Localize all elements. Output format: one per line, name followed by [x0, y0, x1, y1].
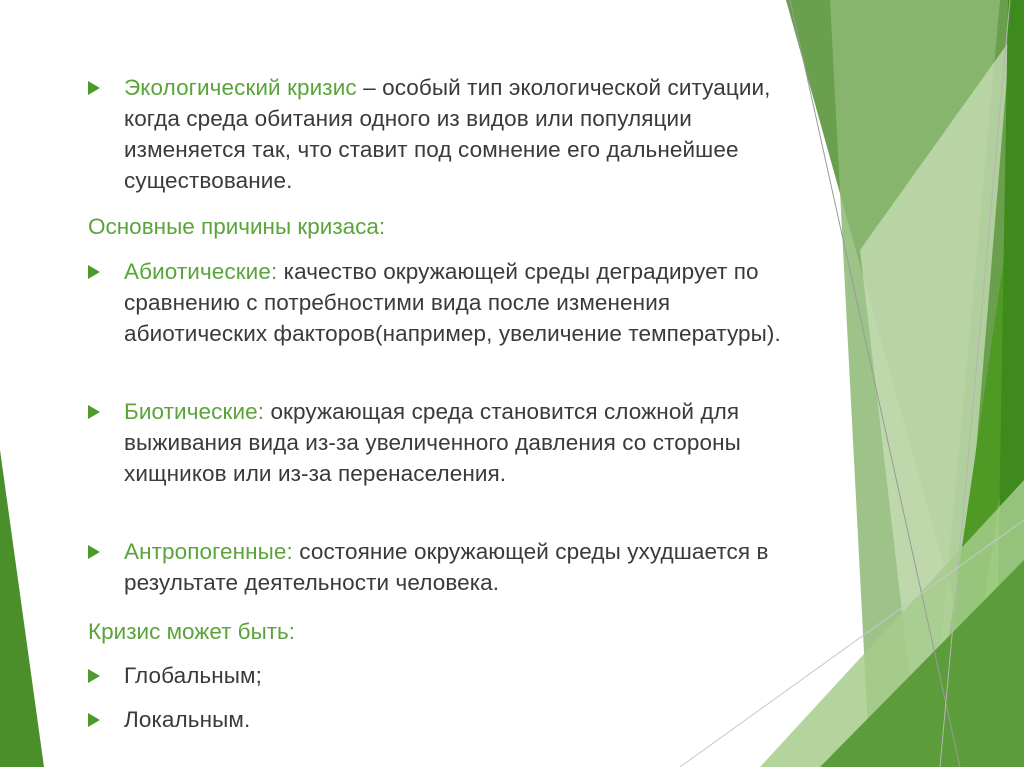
type-item: Локальным.: [124, 707, 251, 732]
definition-paragraph: [124, 72, 804, 196]
cause-text: состояние окружающей среды ухудшается в результате деятельности человека.: [124, 539, 769, 595]
bullet-triangle-icon: [88, 669, 100, 683]
bullet-triangle-icon: [88, 405, 100, 419]
definition-text: особый тип экологической ситуации, когда среда обитания одного из видов или популяции изменяется так, что ставит под сомнение его дальнейшее существование.: [124, 75, 771, 193]
bullet-triangle-icon: [88, 265, 100, 279]
type-item: Глобальным;: [124, 663, 262, 688]
bullet-triangle-icon: [88, 81, 100, 95]
definition-separator: –: [356, 75, 383, 100]
cause-term: Биотические:: [124, 399, 265, 424]
cause-text: качество окружающей среды деградирует по сравнению с потребностими вида после изменения абиотических факторов(например, увеличение температуры).: [124, 259, 781, 346]
cause-abiotic: [124, 256, 804, 349]
causes-heading: Основные причины кризаса:: [88, 214, 386, 239]
cause-anthropogenic: [124, 536, 804, 598]
cause-text: окружающая среда становится сложной для выживания вида из-за увеличенного давления со стороны хищников или из-за перенаселения.: [124, 399, 741, 486]
cause-term: Антропогенные:: [124, 539, 293, 564]
types-heading: Кризис может быть:: [88, 619, 296, 644]
bullet-triangle-icon: [88, 545, 100, 559]
cause-term: Абиотические:: [124, 259, 278, 284]
definition-term: Экологический кризис: [124, 75, 357, 100]
cause-biotic: [124, 396, 804, 489]
bullet-triangle-icon: [88, 713, 100, 727]
